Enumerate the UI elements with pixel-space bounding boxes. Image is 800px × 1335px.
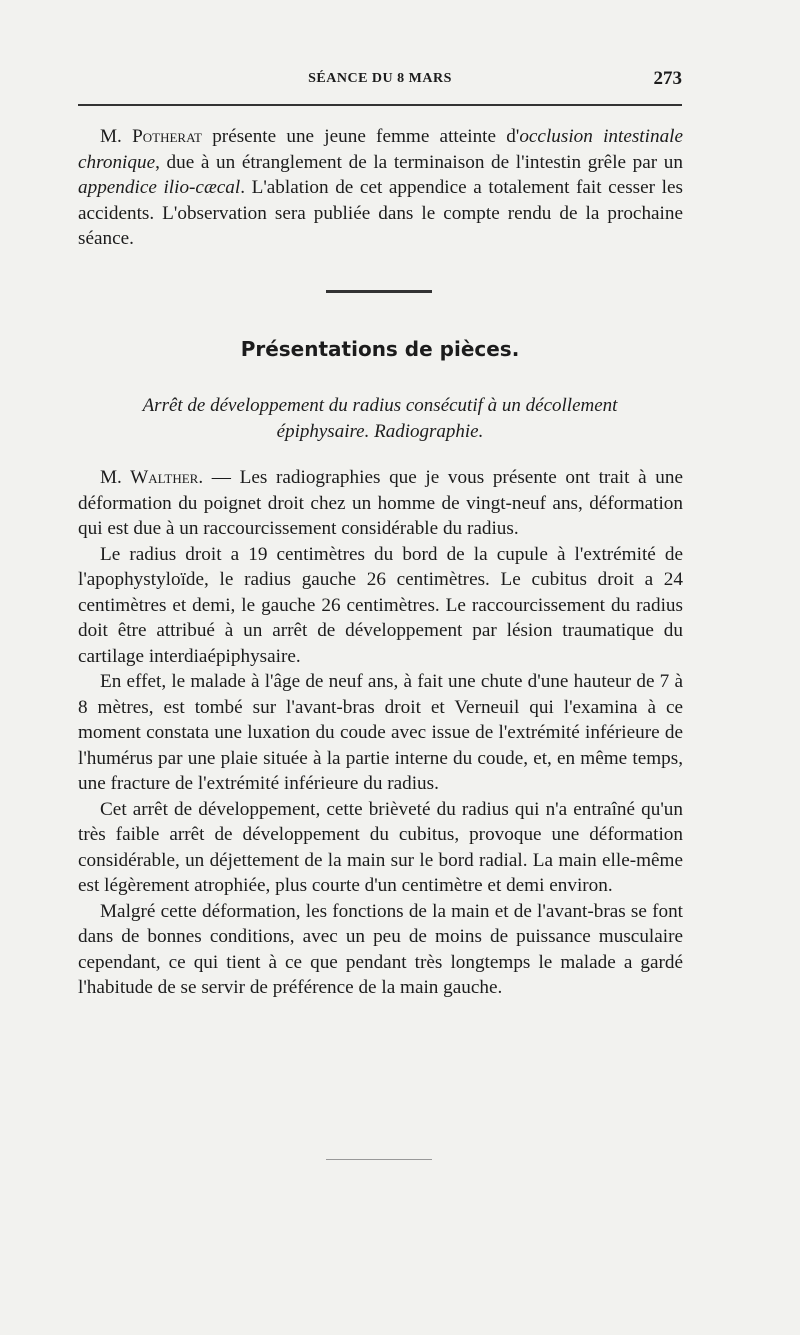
paragraph-1 <box>78 465 683 542</box>
section-separator <box>326 290 432 293</box>
body-speaker: M. Walther. <box>100 467 204 488</box>
header-title: SÉANCE DU 8 MARS <box>308 71 452 86</box>
intro-italic-2: appendice ilio-cæcal <box>78 177 241 198</box>
intro-paragraph <box>78 124 683 252</box>
intro-italic-1: occlusion intestinale chronique <box>78 126 684 173</box>
section-subtitle <box>78 393 682 445</box>
intro-speaker: M. Potherat <box>100 126 202 147</box>
paragraph-2: Le radius droit a 19 centimètres du bord de la cupule à l'extrémité de l'apophystyloïde, le radius gauche 26 centimètres. Le cubitus droit a 24 centimètres et demi, le gauche 26 centimètres. Le raccourcissement du radius doit être attribué à un arrêt de développement par lésion traumatique du cartilage interdiaépiphysaire. <box>78 543 683 667</box>
paragraph-5: Malgré cette déformation, les fonctions de la main et de l'avant-bras se font dans de bonnes conditions, avec un peu de moins de puissance musculaire cependant, ce qui tient à ce que pendant très longtemps le malade a gardé l'habitude de se servir de préférence de la main gauche. <box>78 900 683 998</box>
paragraph-3: En effet, le malade à l'âge de neuf ans, à fait une chute d'une hauteur de 7 à 8 mètres, est tombé sur l'avant-bras droit et Verneuil qui l'examina à ce moment constata une luxation du coude avec issue de l'extrémité inférieure de l'humérus par une plaie située à la partie interne du coude, et, en même temps, une fracture de l'extrémité inférieure du radius. <box>78 671 683 794</box>
body-text <box>78 465 683 1001</box>
intro-text-3: . L'ablation de cet appendice a totalement fait cesser les accidents. L'observation sera publiée dans le compte rendu de la prochaine séance. <box>78 177 683 249</box>
section-title: Présentations de pièces. <box>240 337 520 361</box>
end-separator <box>326 1159 432 1160</box>
paragraph-4: Cet arrêt de développement, cette brièveté du radius qui n'a entraîné qu'un très faible arrêt de développement du cubitus, provoque une déformation considérable, un déjettement de la main sur le bord radial. La main elle-même est légèrement atrophiée, plus courte d'un centimètre et demi environ. <box>78 798 683 896</box>
intro-text-2: , due à un étranglement de la terminaison de l'intestin grêle par un <box>155 151 683 173</box>
page-number: 273 <box>653 68 682 89</box>
subtitle-line-1: Arrêt de développement du radius consécutif à un décollement <box>142 395 618 416</box>
paragraph-1-text: — Les radiographies que je vous présente ont trait à une déformation du poignet droit chez un homme de vingt-neuf ans, déformation qui est due à un raccourcissement considérable du radius. <box>78 467 683 539</box>
intro-text-1: présente une jeune femme atteinte d' <box>201 126 520 147</box>
header-rule <box>78 104 682 106</box>
subtitle-line-2: épiphysaire. Radiographie. <box>276 421 484 442</box>
running-header <box>78 68 682 92</box>
